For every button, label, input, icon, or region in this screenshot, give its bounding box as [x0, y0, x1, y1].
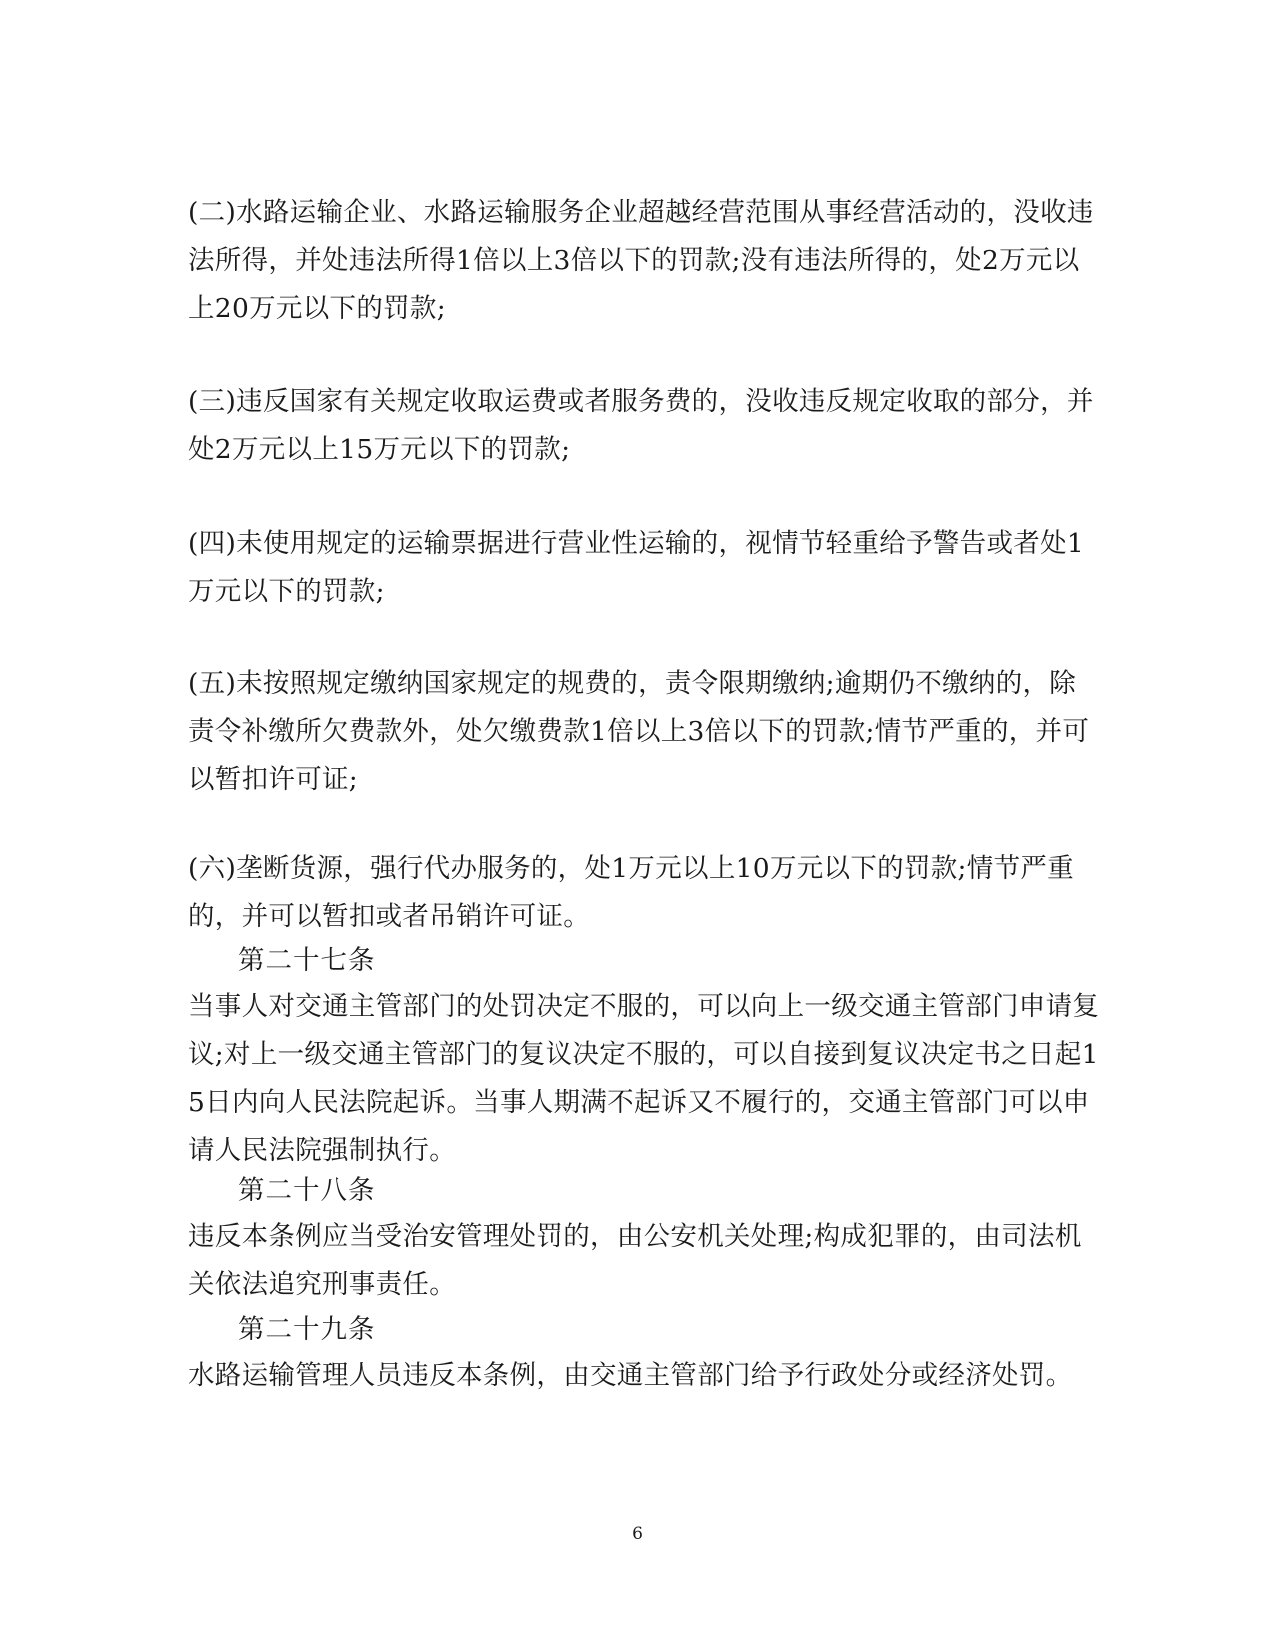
- clause-item-6: (六)垄断货源，强行代办服务的，处1万元以上10万元以下的罚款;情节严重的，并可以暂扣或者吊销许可证。: [188, 853, 1074, 932]
- page-number: 6: [632, 1524, 643, 1544]
- article-28-body: 违反本条例应当受治安管理处罚的，由公安机关处理;构成犯罪的，由司法机关依法追究刑事责任。: [188, 1221, 1082, 1300]
- article-29-body: 水路运输管理人员违反本条例，由交通主管部门给予行政处分或经济处罚。: [188, 1360, 1073, 1391]
- article-28-heading: 第二十八条: [238, 1175, 376, 1206]
- article-27-body: 当事人对交通主管部门的处罚决定不服的，可以向上一级交通主管部门申请复议;对上一级交通主管部门的复议决定不服的，可以自接到复议决定书之日起15日内向人民法院起诉。当事人期满不起诉又不履行的，交通主管部门可以申请人民法院强制执行。: [188, 991, 1100, 1166]
- clause-item-2: (二)水路运输企业、水路运输服务企业超越经营范围从事经营活动的，没收违法所得，并处违法所得1倍以上3倍以下的罚款;没有违法所得的，处2万元以上20万元以下的罚款;: [188, 197, 1094, 324]
- clause-item-4: (四)未使用规定的运输票据进行营业性运输的，视情节轻重给予警告或者处1万元以下的罚款;: [188, 528, 1085, 607]
- clause-item-3: (三)违反国家有关规定收取运费或者服务费的，没收违反规定收取的部分，并处2万元以上15万元以下的罚款;: [188, 386, 1094, 465]
- clause-item-5: (五)未按照规定缴纳国家规定的规费的，责令限期缴纳;逾期仍不缴纳的，除责令补缴所欠费款外，处欠缴费款1倍以上3倍以下的罚款;情节严重的，并可以暂扣许可证;: [188, 668, 1090, 795]
- article-27-heading: 第二十七条: [238, 945, 376, 976]
- article-29-heading: 第二十九条: [238, 1314, 376, 1345]
